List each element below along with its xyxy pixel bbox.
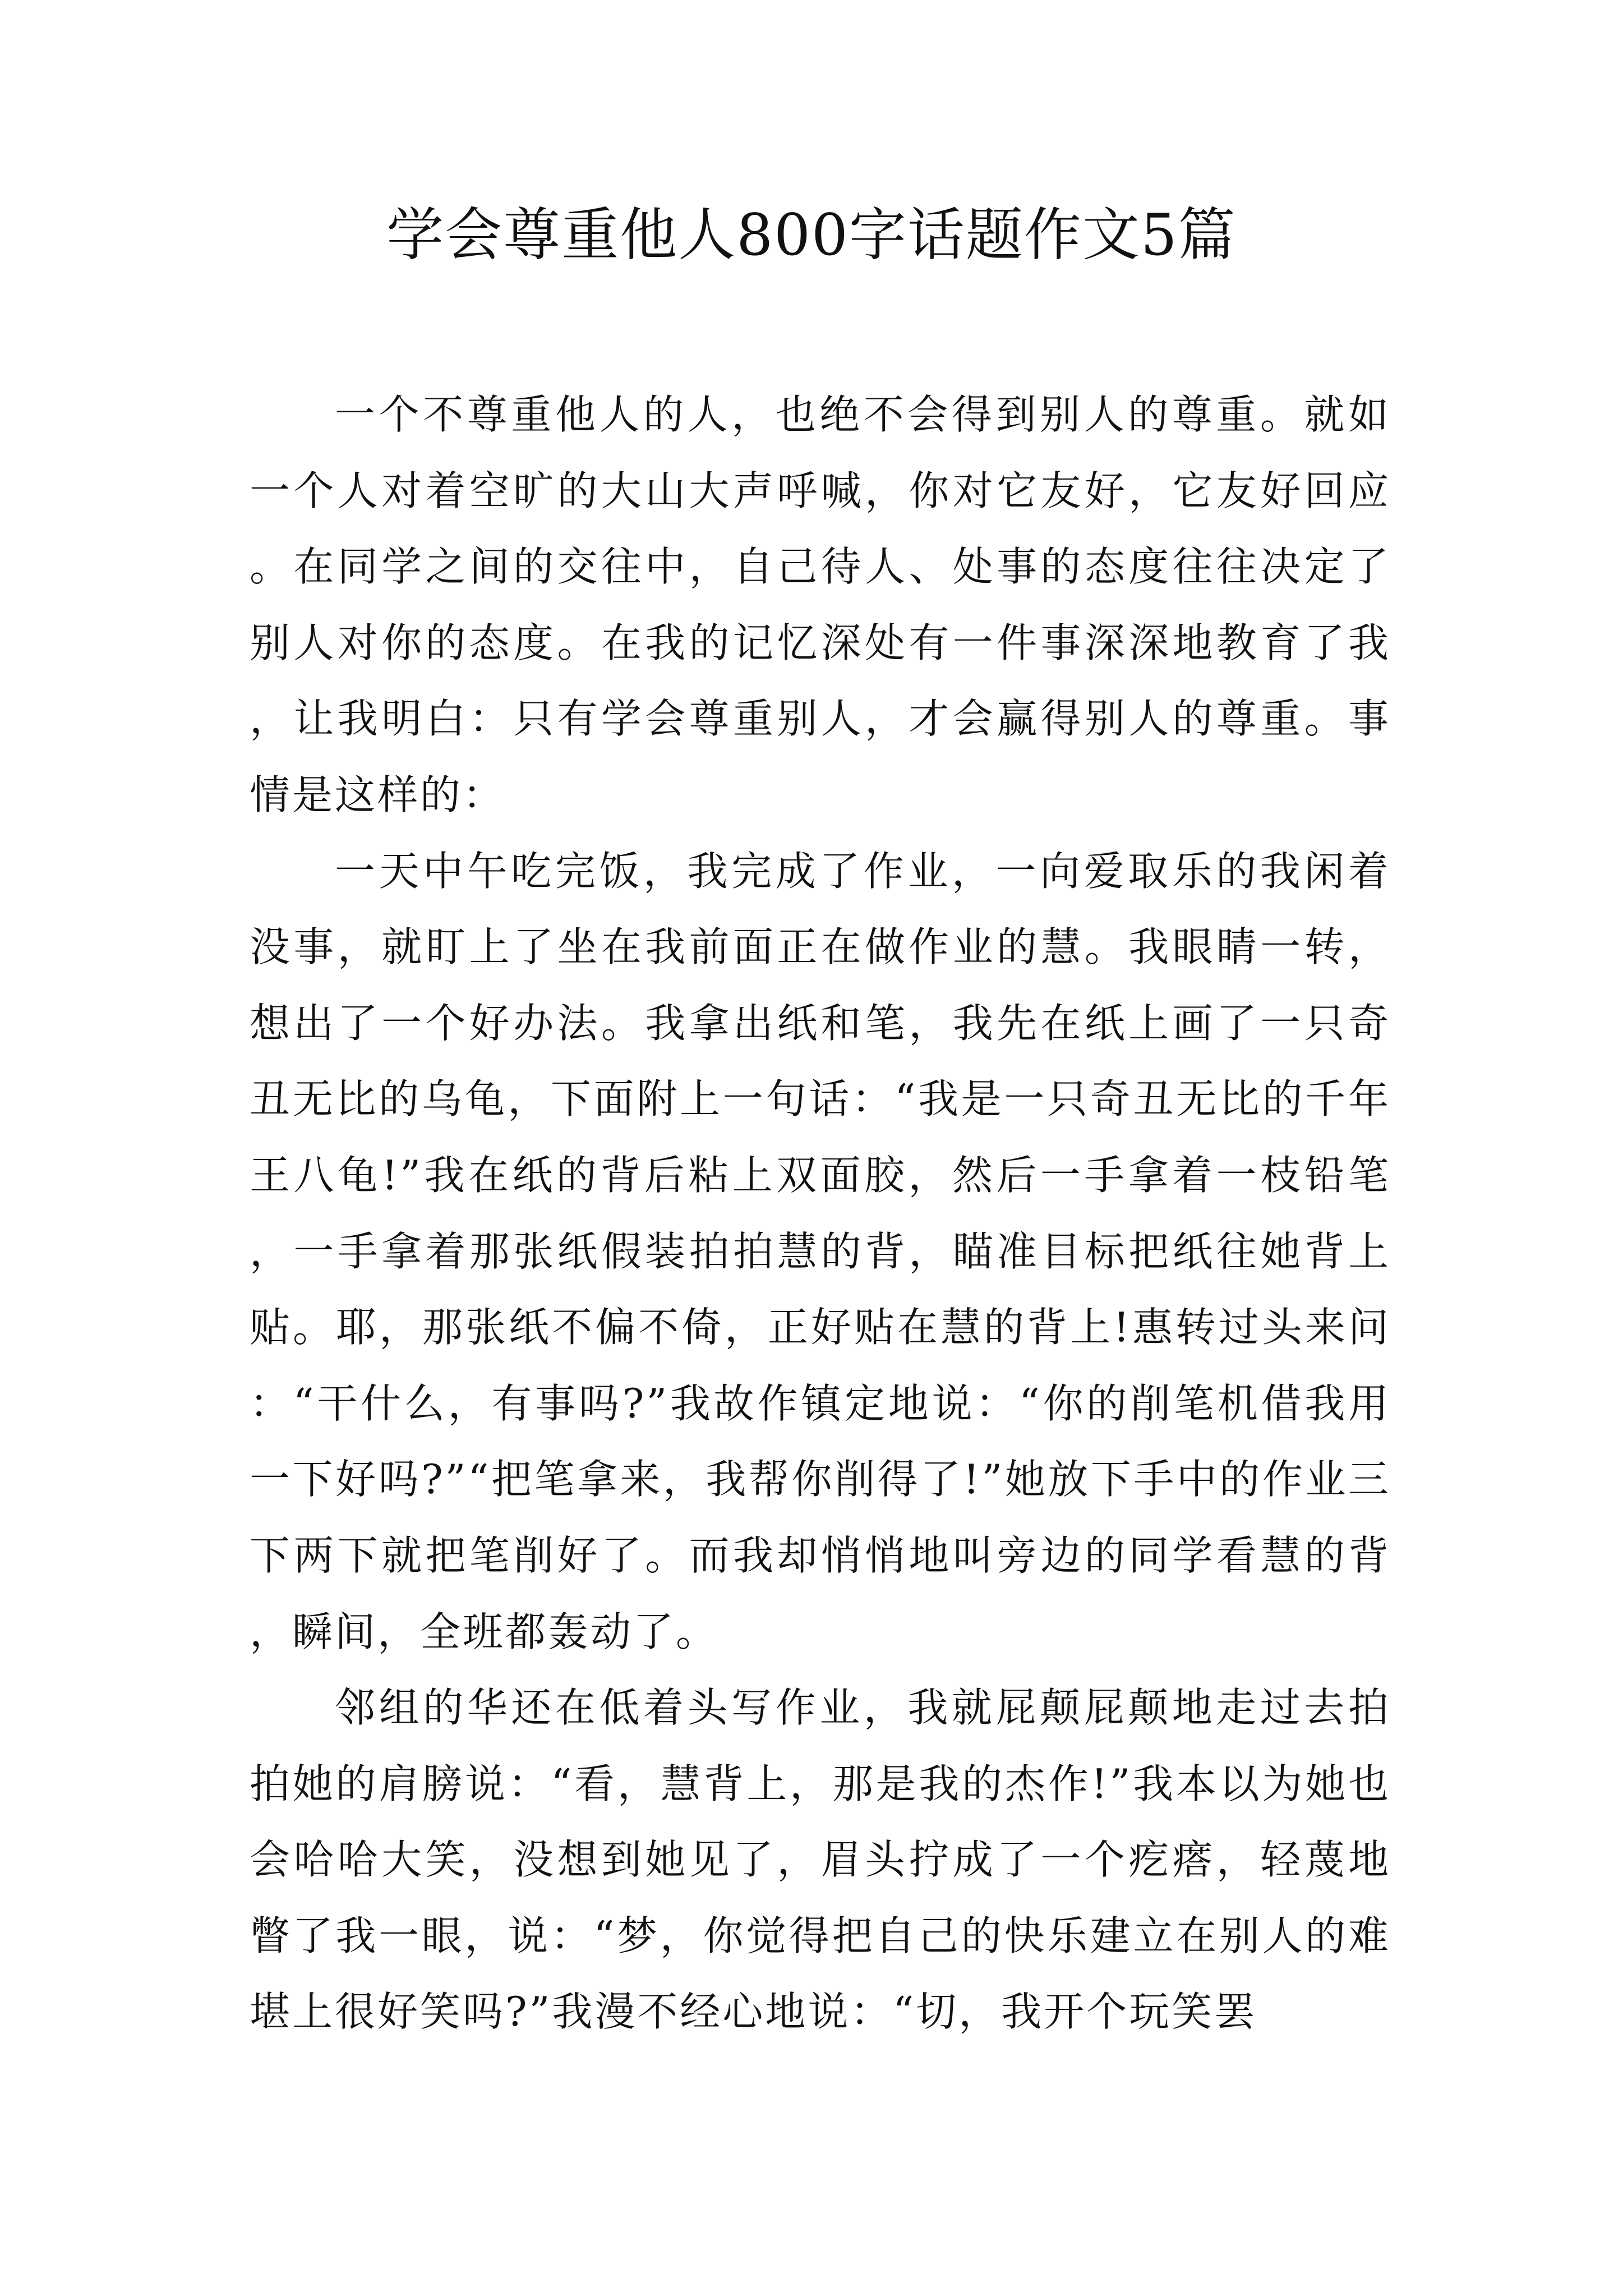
paragraph: 一天中午吃完饭，我完成了作业，一向爱取乐的我闲着没事，就盯上了坐在我前面正在做作业的慧。我眼睛一转，想出了一个好办法。我拿出纸和笔，我先在纸上画了一只奇丑无比的乌龟，下面附上一句话：“我是一只奇丑无比的千年王八龟!”我在纸的背后粘上双面胶，然后一手拿着一枝铅笔，一手拿着那张纸假装拍拍慧的背，瞄准目标把纸往她背上贴。耶，那张纸不偏不倚，正好贴在慧的背上!惠转过头来问：“干什么，有事吗?”我故作镇定地说：“你的削笔机借我用一下好吗?”“把笔拿来，我帮你削得了!”她放下手中的作业三下两下就把笔削好了。而我却悄悄地叫旁边的同学看慧的背，瞬间，全班都轰动了。 <box>250 847 1391 1655</box>
paragraph: 邻组的华还在低着头写作业，我就屁颠屁颠地走过去拍拍她的肩膀说：“看，慧背上，那是我的杰作!”我本以为她也会哈哈大笑，没想到她见了，眉头拧成了一个疙瘩，轻蔑地瞥了我一眼，说：“梦，你觉得把自己的快乐建立在别人的难堪上很好笑吗?”我漫不经心地说：“切，我开个玩笑罢 <box>250 1684 1391 2036</box>
document-body <box>250 377 1391 2050</box>
document-title: 学会尊重他人800字话题作文5篇 <box>386 202 1237 269</box>
paragraph: 一个不尊重他人的人，也绝不会得到别人的尊重。就如一个人对着空旷的大山大声呼喊，你对它友好，它友好回应。在同学之间的交往中，自己待人、处事的态度往往决定了别人对你的态度。在我的记忆深处有一件事深深地教育了我，让我明白：只有学会尊重别人，才会赢得别人的尊重。事情是这样的： <box>250 391 1391 818</box>
